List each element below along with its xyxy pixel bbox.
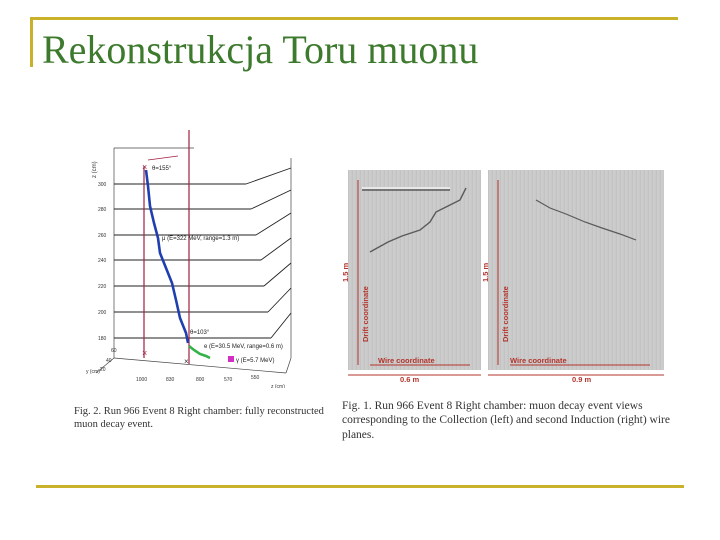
- x-axis-label: z (cm): [271, 384, 285, 388]
- right-wire-label: Wire coordinate: [510, 356, 567, 365]
- slide-title: Rekonstrukcja Toru muonu: [42, 27, 479, 72]
- left-width-label: 0.6 m: [400, 375, 420, 384]
- left-wire-label: Wire coordinate: [378, 356, 435, 365]
- svg-text:×: ×: [142, 162, 148, 172]
- left-drift-label: Drift coordinate: [361, 286, 370, 342]
- x-tick: 830: [166, 377, 175, 383]
- x-tick: 570: [224, 377, 233, 383]
- annotation-theta-1: θ=155°: [152, 166, 172, 172]
- fig2-caption: Fig. 2. Run 966 Event 8 Right chamber: fully reconstructed muon decay event.: [74, 406, 324, 431]
- z-axis-label: z (cm): [92, 161, 98, 178]
- x-tick: 550: [251, 375, 260, 381]
- z-tick: 220: [98, 284, 107, 290]
- induction-plane-image: [488, 170, 664, 370]
- x-tick: 1000: [136, 377, 148, 383]
- left-height-label: 1.5 m: [341, 262, 350, 282]
- annotation-gamma: γ (E=5.7 MeV): [236, 358, 275, 364]
- reconstruction-3d-plot: [86, 128, 316, 388]
- right-drift-label: Drift coordinate: [501, 286, 510, 342]
- frame-top-line: [30, 17, 678, 20]
- y-tick: 20: [100, 367, 106, 373]
- svg-text:×: ×: [142, 348, 148, 358]
- annotation-electron: e (E=30.5 MeV, range=0.6 m): [204, 344, 283, 350]
- frame-left-line: [30, 17, 33, 67]
- gamma-marker: [228, 356, 234, 362]
- y-tick: 60: [111, 348, 117, 354]
- z-tick: 280: [98, 207, 107, 213]
- muon-track: [146, 170, 188, 343]
- annotation-theta-2: θ=103°: [190, 330, 210, 336]
- z-tick: 240: [98, 258, 107, 264]
- svg-text:×: ×: [184, 357, 189, 366]
- right-width-label: 0.9 m: [572, 375, 592, 384]
- z-tick: 200: [98, 310, 107, 316]
- annotation-muon: μ (E=322 MeV, range=1.3 m): [162, 236, 240, 242]
- z-tick: 260: [98, 233, 107, 239]
- y-axis-label: y (cm): [86, 369, 100, 375]
- x-tick: 800: [196, 377, 205, 383]
- y-tick: 40: [106, 358, 112, 364]
- z-tick: 180: [98, 336, 107, 342]
- z-tick: 300: [98, 182, 107, 188]
- frame-bottom-line: [36, 485, 684, 488]
- fig1-caption: Fig. 1. Run 966 Event 8 Right chamber: muon decay event views corresponding to the Collection (left) and second Induction (right) wire planes.: [342, 400, 670, 441]
- wire-plane-views: [340, 160, 670, 385]
- right-height-label: 1.5 m: [481, 262, 490, 282]
